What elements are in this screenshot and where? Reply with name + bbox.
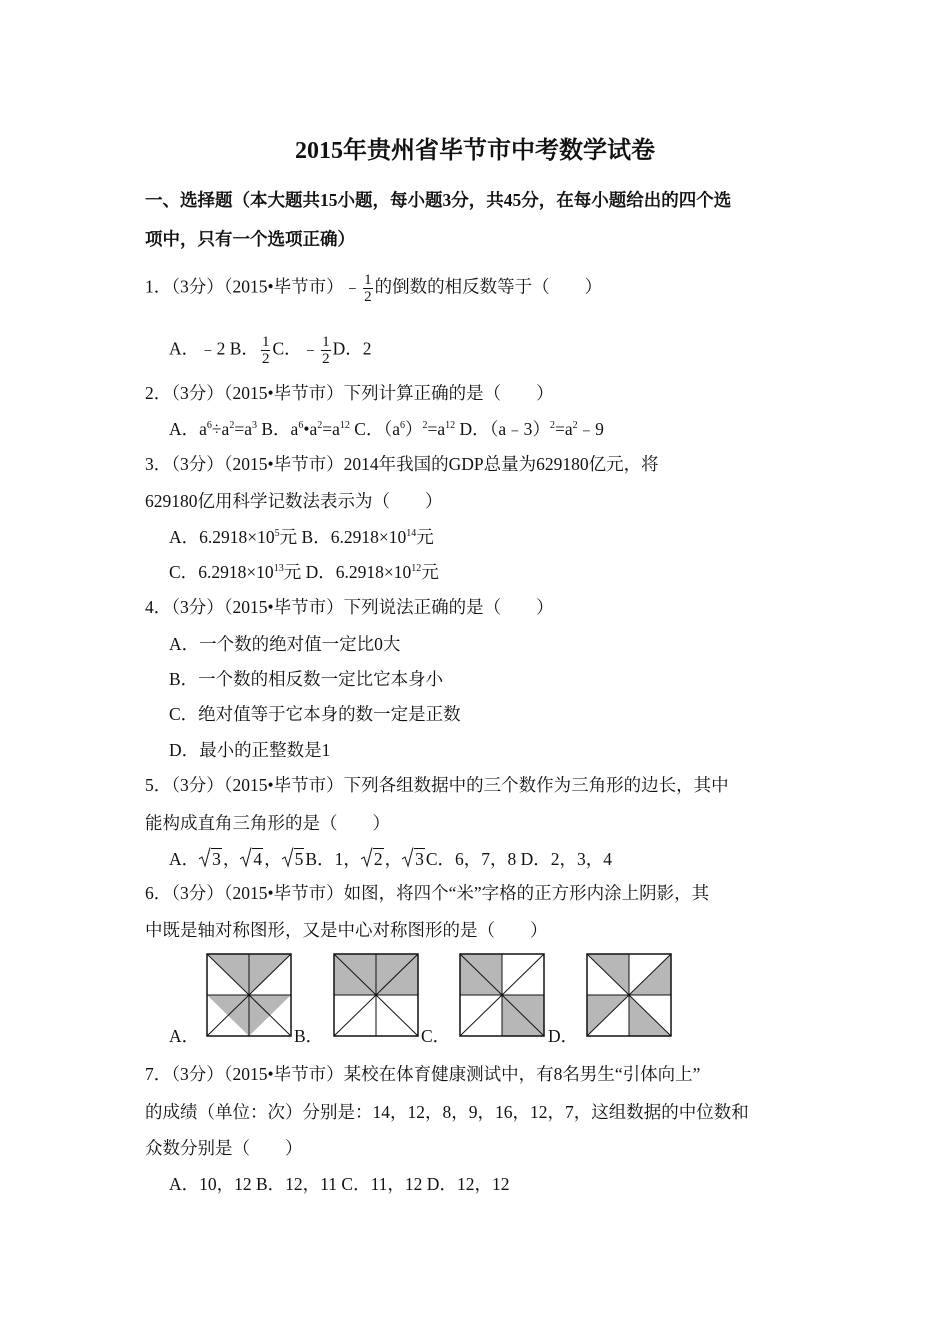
question-1-options: A．﹣2 B． $\frac{1}{2}$ C．﹣ $\frac{1}{2}$ D．2 [169, 334, 372, 367]
question-7-stem-cont: 的成绩（单位：次）分别是：14，12，8，9，16，12，7，这组数据的中位数和 [145, 1102, 749, 1122]
question-4-option-c: C．绝对值等于它本身的数一定是正数 [169, 704, 461, 724]
question-7-stem-cont2: 众数分别是（ ） [145, 1138, 303, 1158]
sqrt-symbol: 5 [282, 847, 305, 871]
figure-label-c: C． [421, 1026, 451, 1046]
question-5-options: A． 3 ， 4 ， 5 B．1， 2 ， 3 C．6，7，8 D．2，3，4 [169, 849, 613, 869]
question-5-stem-cont: 能构成直角三角形的是（ ） [145, 813, 390, 833]
question-3-stem: 3．（3分）（2015•毕节市）2014年我国的GDP总量为629180亿元，将 [145, 454, 659, 474]
section-heading: 一、选择题（本大题共15小题，每小题3分，共45分，在每小题给出的四个选 [145, 190, 732, 210]
sqrt-symbol: 4 [240, 847, 263, 871]
figure-option-a [206, 953, 292, 1037]
question-4-option-d: D．最小的正整数是1 [169, 740, 331, 760]
figure-option-b [333, 953, 419, 1037]
question-5-stem: 5．（3分）（2015•毕节市）下列各组数据中的三个数作为三角形的边长，其中 [145, 775, 729, 795]
figure-option-c [459, 953, 545, 1037]
question-1-stem: 1．（3分）（2015•毕节市）﹣ $\frac{1}{2}$ 的倒数的相反数等于（ ） [145, 272, 603, 305]
figure-option-d [586, 953, 672, 1037]
sqrt-symbol: 3 [402, 847, 425, 871]
figure-label-b: B． [294, 1026, 324, 1046]
question-4-stem: 4．（3分）（2015•毕节市）下列说法正确的是（ ） [145, 597, 554, 617]
fraction: $\frac{1}{2}$ [364, 272, 372, 305]
figure-label-d: D． [548, 1026, 579, 1046]
question-7-stem: 7．（3分）（2015•毕节市）某校在体育健康测试中，有8名男生“引体向上” [145, 1064, 701, 1084]
question-6-stem: 6．（3分）（2015•毕节市）如图，将四个“米”字格的正方形内涂上阴影，其 [145, 883, 710, 903]
question-2-stem: 2．（3分）（2015•毕节市）下列计算正确的是（ ） [145, 383, 554, 403]
page-title: 2015年贵州省毕节市中考数学试卷 [295, 138, 655, 164]
section-heading-cont: 项中，只有一个选项正确） [145, 229, 355, 249]
sqrt-symbol: 2 [361, 847, 384, 871]
sqrt-symbol: 3 [199, 847, 222, 871]
question-3-stem-cont: 629180亿用科学记数法表示为（ ） [145, 491, 443, 511]
fraction: $\frac{1}{2}$ [322, 334, 330, 367]
question-2-options: A．$a^6\div a^2=a^3$ B．$a^6•a^2=a^{12}$ C．$(a^6)^2=a^{12}$ D．$(a﹣3)^2=a^2﹣9$ [169, 419, 604, 439]
fraction: $\frac{1}{2}$ [261, 334, 270, 367]
question-3-options-ab: A．$6.2918\times 10^5$元 B．$6.2918\times 10^{14}$元 [169, 527, 434, 547]
question-4-option-b: B．一个数的相反数一定比它本身小 [169, 669, 444, 689]
figure-label-a: A． [169, 1026, 200, 1046]
question-6-stem-cont: 中既是轴对称图形，又是中心对称图形的是（ ） [145, 920, 548, 940]
question-3-options-cd: C．$6.2918\times 10^{13}$元 D．$6.2918\times 10^{12}$元 [169, 562, 439, 582]
question-7-options: A．10，12 B．12，11 C．11，12 D．12，12 [169, 1174, 510, 1194]
question-4-option-a: A．一个数的绝对值一定比0大 [169, 634, 401, 654]
